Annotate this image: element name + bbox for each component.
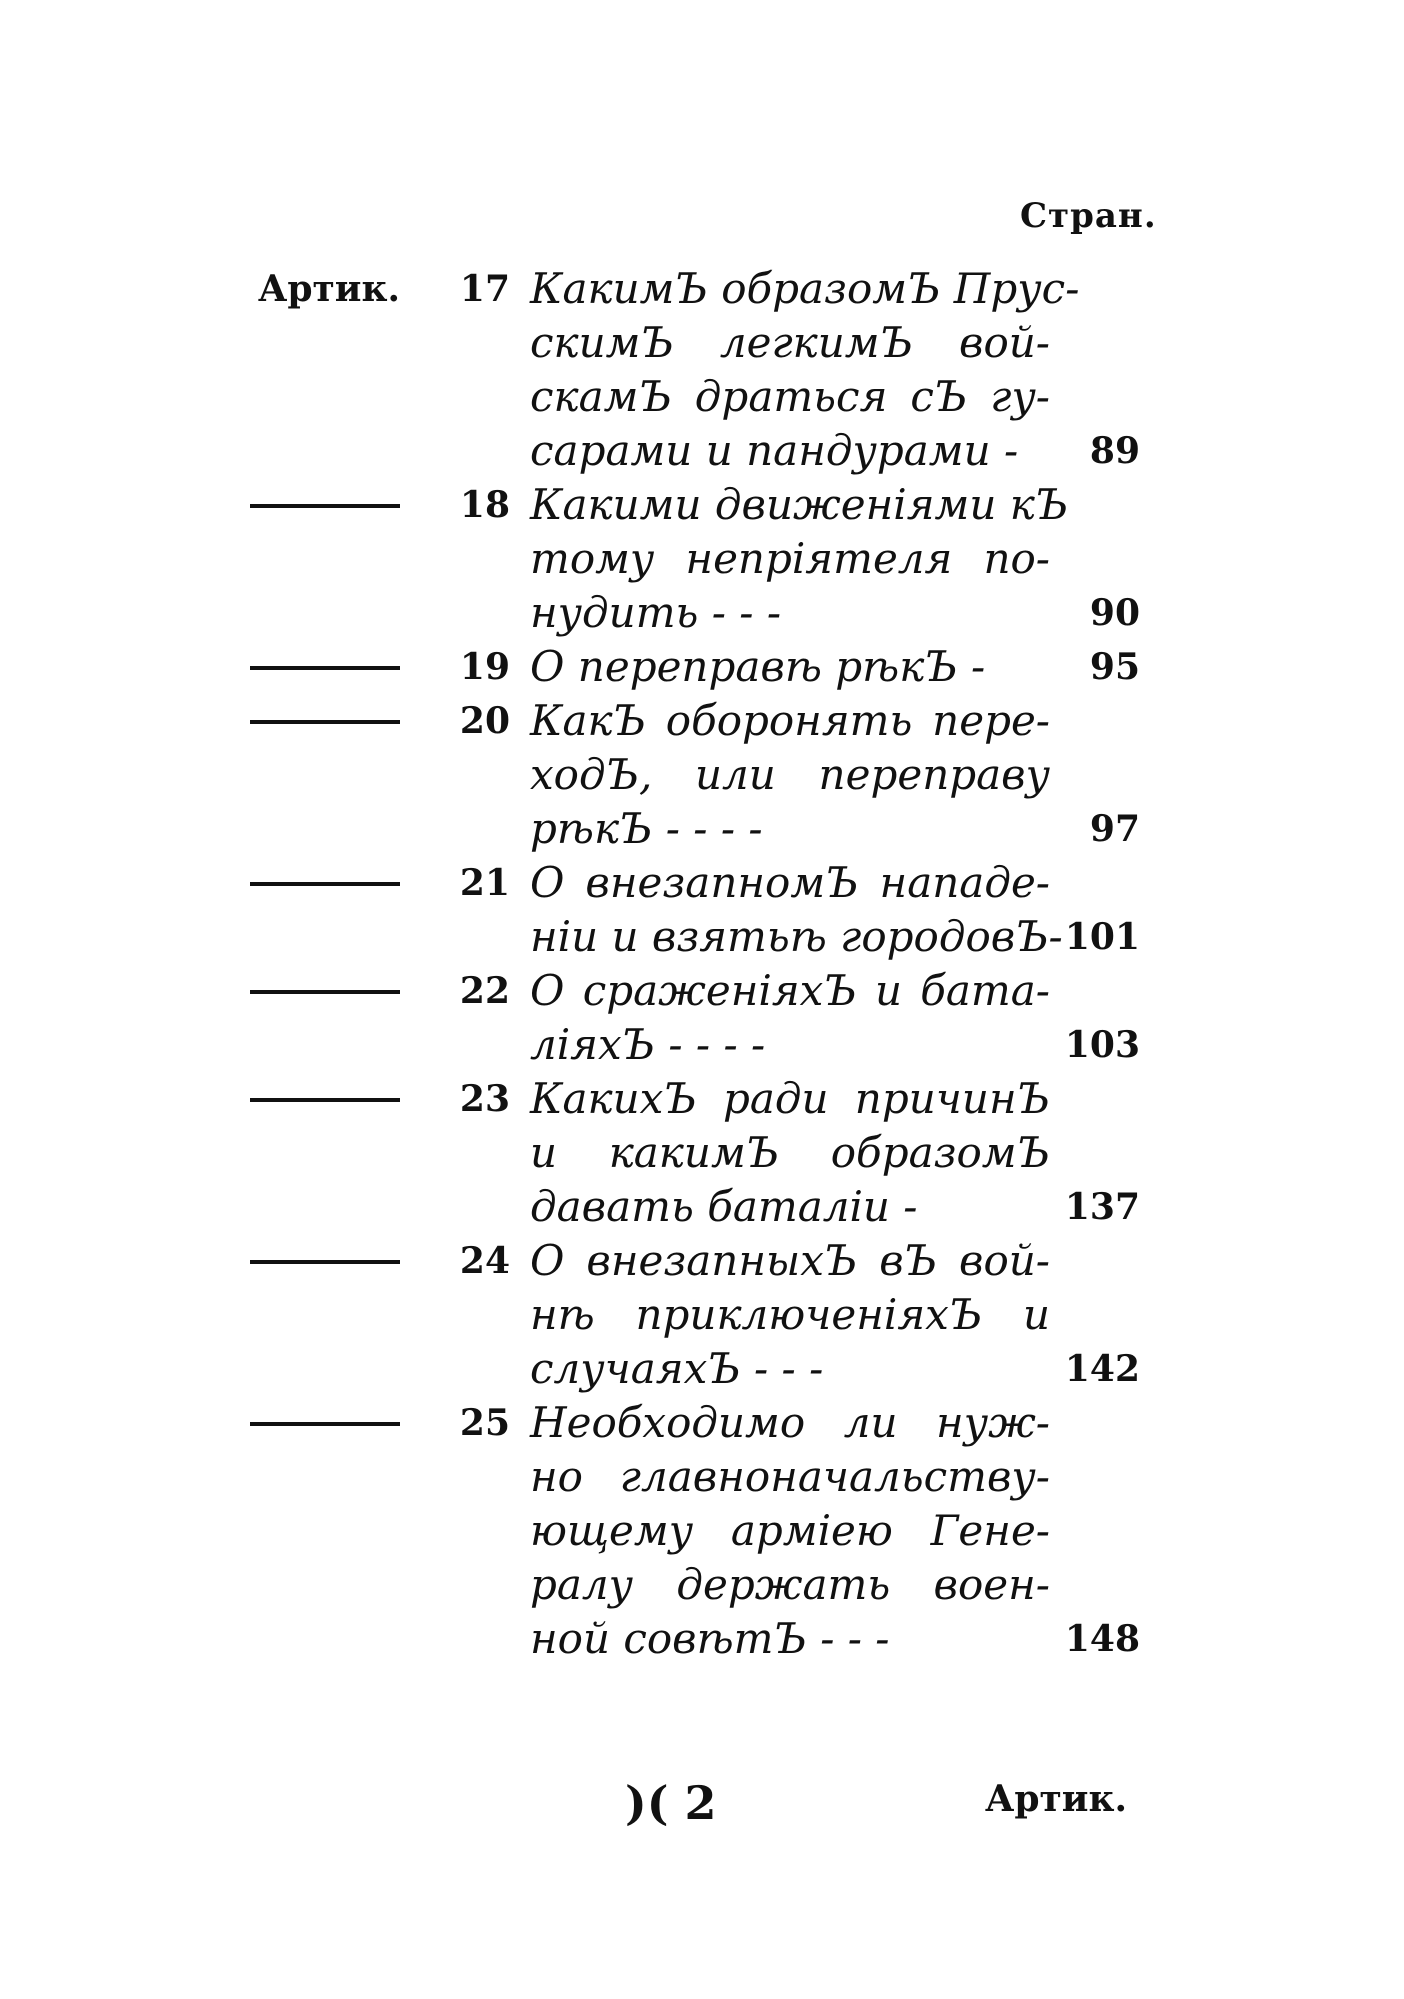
page-number: 89 [1089,430,1140,472]
article-title-line: ралу держать воен- [530,1560,1050,1609]
article-title-line: О внезапномЪ нападе- [530,858,1050,907]
toc-entry-lead [250,640,420,694]
article-label: Артик. [258,268,401,310]
article-title-line: ющему арміею Гене- [530,1506,1050,1555]
toc-entry-lead [250,478,420,532]
article-title [530,1072,1050,1234]
article-title [530,964,1050,1072]
article-title-line: тому непріятеля по- [530,534,1050,583]
ditto-rule [250,1260,400,1264]
article-number: 20 [459,700,510,742]
toc-entry-lead [250,856,420,910]
article-number: 19 [459,646,510,688]
article-title-line: рѣкЪ - - - - [530,804,763,853]
article-title-line: но главноначальству- [530,1452,1050,1501]
article-number: 21 [459,862,510,904]
toc-entry [250,1072,1160,1234]
article-title-line: ліяхЪ - - - - [530,1020,766,1069]
article-title-line: Необходимо ли нуж- [530,1398,1050,1447]
table-of-contents [250,262,1160,1666]
toc-entry-lead [250,1072,420,1126]
article-title-line: О внезапныхЪ вЪ вой- [530,1236,1050,1285]
toc-entry-lead [250,1234,420,1288]
page-number: 90 [1089,592,1140,634]
article-number: 23 [459,1078,510,1120]
toc-entry [250,964,1160,1072]
article-number: 24 [459,1240,510,1282]
page-number: 95 [1089,646,1140,688]
article-number: 22 [459,970,510,1012]
article-title-line: нѣ приключеніяхЪ и [530,1290,1050,1339]
article-title-line: КакимЪ образомЪ Прус- [530,264,1080,313]
ditto-rule [250,720,400,724]
toc-entry [250,694,1160,856]
ditto-rule [250,666,400,670]
page-number: 101 [1064,916,1140,958]
article-title-line: ной совѣтЪ - - - [530,1614,890,1663]
ditto-rule [250,882,400,886]
article-title-line: давать баталіи - [530,1182,918,1231]
page-number: 142 [1064,1348,1140,1390]
article-title-line: О переправѣ рѣкЪ - [530,642,986,691]
article-title [530,1234,1050,1396]
ditto-rule [250,990,400,994]
page-number: 148 [1064,1618,1140,1660]
article-title [530,856,1063,964]
article-title-line: О сраженіяхЪ и бата- [530,966,1050,1015]
article-title [530,640,1050,694]
article-title [530,262,1080,478]
toc-entry [250,640,1160,694]
toc-entry [250,856,1160,964]
toc-entry-lead [250,1396,420,1450]
page-number: 103 [1064,1024,1140,1066]
article-title-line: нудить - - - [530,588,782,637]
article-title-line: ніи и взятьѣ городовЪ- [530,912,1063,961]
signature-mark: )( 2 [625,1776,717,1830]
article-title [530,1396,1050,1666]
toc-entry [250,478,1160,640]
ditto-rule [250,1422,400,1426]
toc-entry-lead [250,964,420,1018]
article-title-line: случаяхЪ - - - [530,1344,824,1393]
article-title [530,694,1050,856]
article-title-line: скамЪ драться сЪ гу- [530,372,1050,421]
toc-entry [250,262,1160,478]
page-number: 97 [1089,808,1140,850]
page-number: 137 [1064,1186,1140,1228]
article-title-line: и какимЪ образомЪ [530,1128,1050,1177]
catchword: Артик. [985,1778,1128,1820]
article-number: 18 [459,484,510,526]
toc-entry [250,1234,1160,1396]
toc-entry-lead [250,694,420,748]
toc-entry [250,1396,1160,1666]
article-number: 25 [459,1402,510,1444]
article-title-line: сарами и пандурами - [530,426,1019,475]
article-title [530,478,1069,640]
ditto-rule [250,1098,400,1102]
article-title-line: КакЪ оборонять пере- [530,696,1050,745]
article-title-line: КакихЪ ради причинЪ [530,1074,1050,1123]
article-title-line: ходЪ, или переправу [530,750,1050,799]
page-column-header: Стран. [1020,196,1157,236]
ditto-rule [250,504,400,508]
article-title-line: скимЪ легкимЪ вой- [530,318,1050,367]
article-title-line: Какими движеніями кЪ [530,480,1069,529]
toc-entry-lead [250,262,420,316]
article-number: 17 [459,268,510,310]
